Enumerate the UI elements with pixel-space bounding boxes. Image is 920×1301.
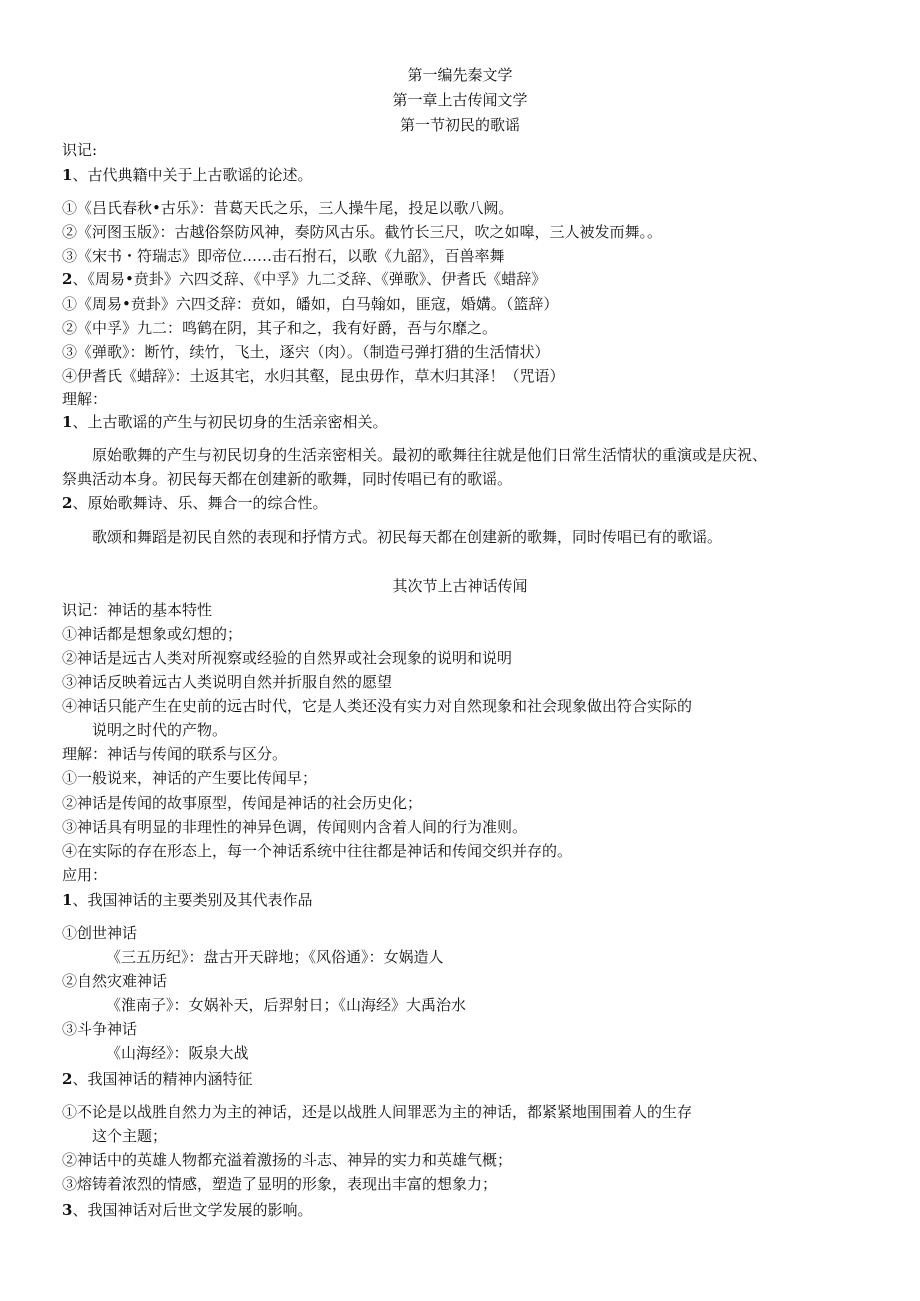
item-number: 3 [62,1201,73,1219]
paragraph-line: 原始歌舞的产生与初民切身的生活亲密相关。最初的歌舞往往就是他们日常生活情状的重演或是庆祝、 [92,446,768,464]
item-number: 1 [62,166,73,184]
list-item: ③熔铸着浓烈的情感，塑造了显明的形象，表现出丰富的想象力； [62,1175,498,1193]
item-text: 、我国神话对后世文学发展的影响。 [72,1201,313,1219]
list-item: ③神话具有明显的非理性的神异色调，传闻则内含着人间的行为准则。 [62,818,528,836]
myth-category: ①创世神话 [62,924,138,942]
item-text: 、《周易•贲卦》六四爻辞、《中孚》九二爻辞、《弹歌》、伊耆氏《蜡辞》 [72,270,547,288]
myth-category: ③斗争神话 [62,1020,138,1038]
list-item [62,888,312,912]
item-number: 2 [62,270,73,288]
list-item [62,1067,252,1091]
myth-works: 《山海经》：阪泉大战 [106,1044,249,1062]
list-item: ②神话是传闻的故事原型，传闻是神话的社会历史化； [62,794,423,812]
list-item [62,410,387,434]
item-number: 2 [62,494,73,512]
list-item: ②神话中的英雄人物都充溢着激扬的斗志、神异的实力和英雄气概； [62,1151,513,1169]
item-number: 1 [62,413,73,431]
myth-works: 《淮南子》：女娲补天，后羿射日；《山海经》大禹治水 [106,996,467,1014]
list-item [62,1198,312,1222]
understand-heading: 理解：神话与传闻的联系与区分。 [62,745,288,763]
myth-works: 《三五历纪》：盘古开天辟地；《风俗通》：女娲造人 [106,948,444,966]
list-item: ①神话都是想象或幻想的； [62,625,243,643]
chapter-title: 第一章上古传闻文学 [392,91,528,109]
understand-heading: 理解： [62,390,108,408]
list-item: ①不论是以战胜自然力为主的神话，还是以战胜人间罪恶为主的神话，都紧紧地围围着人的生存 [62,1103,693,1121]
paragraph-line: 歌颂和舞蹈是初民自然的表现和抒情方式。初民每天都在创建新的歌舞，同时传唱已有的歌谣。 [92,528,723,546]
memorize-heading: 识记：神话的基本特性 [62,601,213,619]
list-item: ③神话反映着远古人类说明自然并折服自然的愿望 [62,673,393,691]
quote-line: ③《宋书・符瑞志》即帝位……击石拊石，以歌《九韶》，百兽率舞 [62,247,505,265]
quote-line: ①《吕氏春秋•古乐》：昔葛天氏之乐，三人操牛尾，投足以歌八阙。 [62,199,514,217]
list-item [62,267,546,291]
list-item [62,163,312,187]
list-item: ①一般说来，神话的产生要比传闻早； [62,769,318,787]
quote-line: ②《中孚》九二：鸣鹤在阴，其子和之，我有好爵，吾与尔靡之。 [62,319,498,337]
quote-line: ②《河图玉版》：古越俗祭防风神，奏防风古乐。截竹长三尺，吹之如嗥，三人被发而舞。。 [62,223,663,241]
list-item: ④神话只能产生在史前的远古时代，它是人类还没有实力对自然现象和社会现象做出符合实际的 [62,697,693,715]
item-text: 、原始歌舞诗、乐、舞合一的综合性。 [72,494,328,512]
paragraph-line: 祭典活动本身。初民每天都在创建新的歌舞，同时传唱已有的歌谣。 [62,470,513,488]
myth-category: ②自然灾难神话 [62,972,168,990]
item-text: 、我国神话的精神内涵特征 [72,1070,253,1088]
section-title: 第一节初民的歌谣 [399,116,520,134]
list-item: ④在实际的存在形态上，每一个神话系统中往往都是神话和传闻交织并存的。 [62,842,573,860]
item-text: 、我国神话的主要类别及其代表作品 [72,891,313,909]
item-text: 、上古歌谣的产生与初民切身的生活亲密相关。 [72,413,388,431]
list-item: ②神话是远古人类对所视察或经验的自然界或社会现象的说明和说明 [62,649,513,667]
quote-line: ③《弹歌》：断竹，续竹，飞土，逐宍（肉）。（制造弓弹打猎的生活情状） [62,343,550,361]
memorize-heading: 识记: [62,141,98,159]
quote-line: ①《周易•贲卦》六四爻辞：贲如，皤如，白马翰如，匪寇，婚媾。（篮辞） [62,295,559,313]
list-item [62,491,327,515]
section-title: 其次节上古神话传闻 [392,577,528,595]
apply-heading: 应用： [62,866,108,884]
item-text: 、古代典籍中关于上古歌谣的论述。 [72,166,313,184]
part-title: 第一编先秦文学 [407,66,513,84]
item-number: 2 [62,1070,73,1088]
item-number: 1 [62,891,73,909]
quote-line: ④伊耆氏《蜡辞》：土返其宅，水归其壑，昆虫毋作，草木归其泽！（咒语） [62,367,565,385]
list-item-continuation: 这个主题； [92,1127,168,1145]
list-item-continuation: 说明之时代的产物。 [92,721,228,739]
